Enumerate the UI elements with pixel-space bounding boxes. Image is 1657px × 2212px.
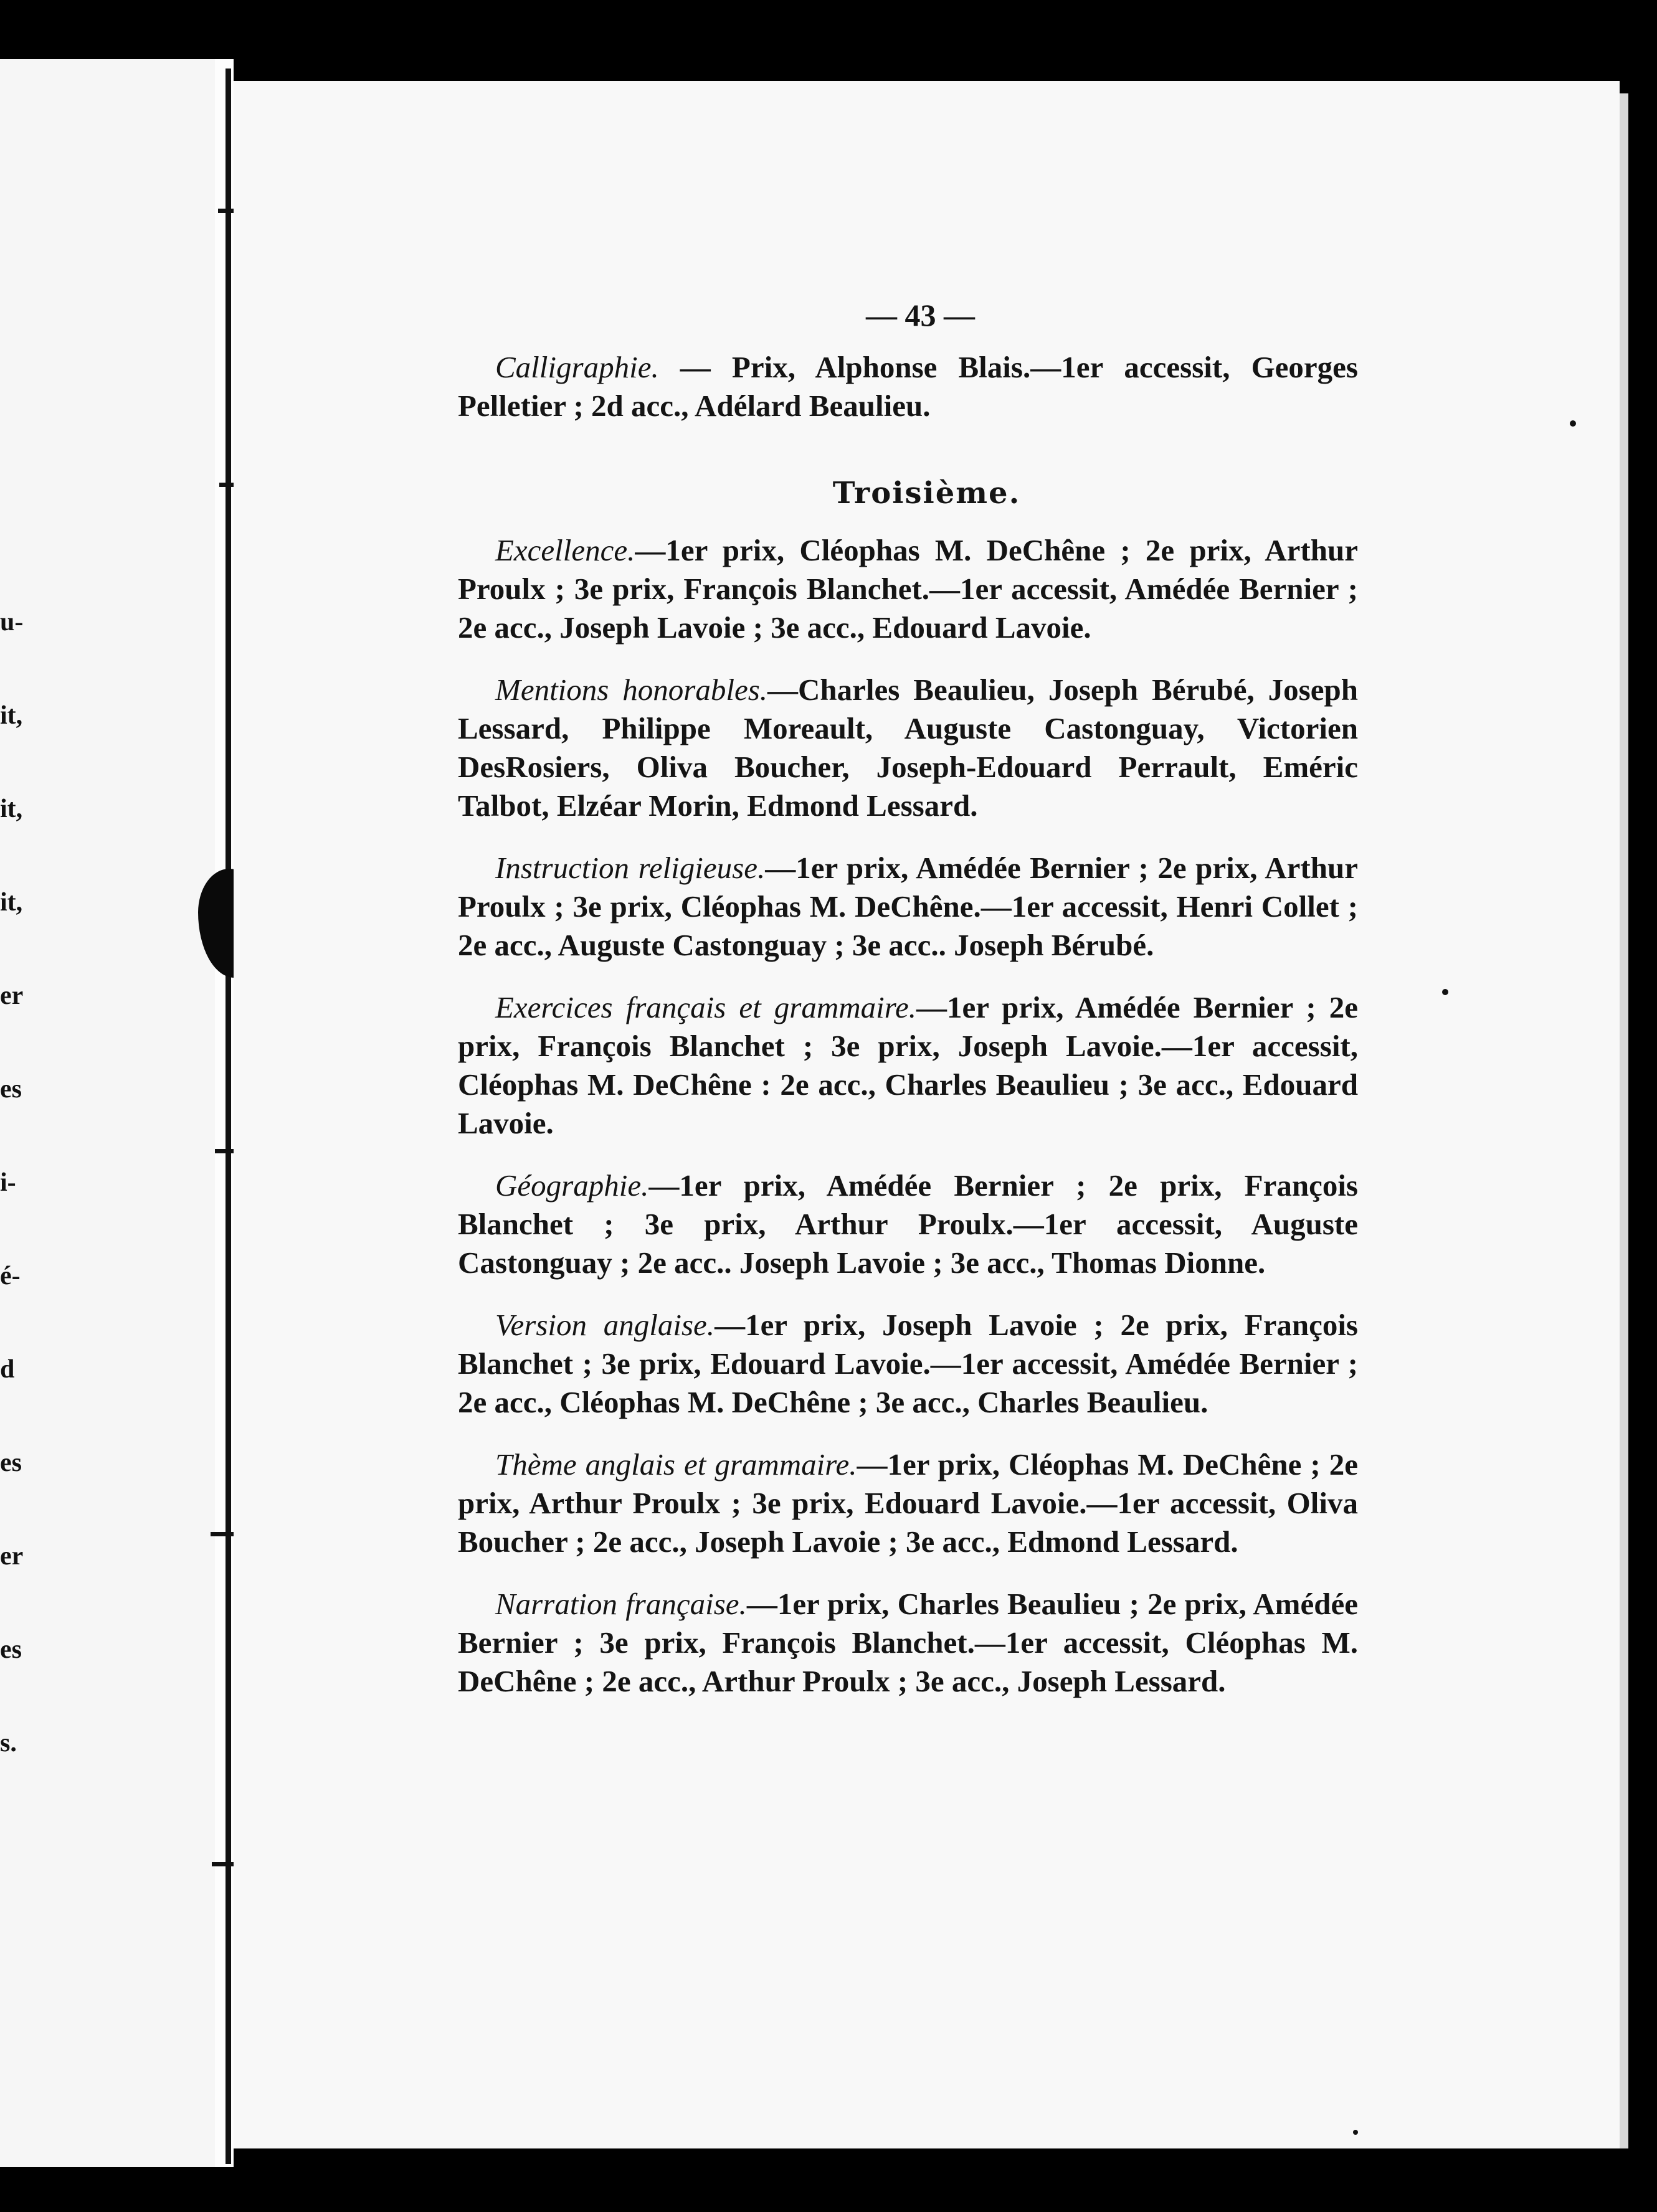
subject-label: Géographie. — [495, 1168, 649, 1203]
binding-stitch — [215, 1149, 234, 1153]
speck — [1353, 2130, 1358, 2135]
facing-page-line-end: it, — [0, 701, 23, 730]
page-number: — 43 — — [866, 298, 975, 333]
facing-page-line-end: it, — [0, 888, 23, 917]
subject-label: Thème anglais et grammaire. — [495, 1447, 857, 1482]
paragraph-text: —1er prix, Charles Beaulieu ; 2e prix, Amédée Bernier ; 3e prix, François Blanchet.—1er accessit, Cléophas M. DeChêne ; 2e acc., Arthur Proulx ; 3e acc., Joseph Lessard. — [458, 1587, 1358, 1698]
paragraph-text: —1er prix, Amédée Bernier ; 2e prix, Arthur Proulx ; 3e prix, Cléophas M. DeChêne.—1er accessit, Henri Collet ; 2e acc., Auguste Castonguay ; 3e acc.. Joseph Bérubé. — [458, 851, 1358, 962]
paragraph-text: —1er prix, Amédée Bernier ; 2e prix, François Blanchet ; 3e prix, Joseph Lavoie.—1er accessit, Cléophas M. DeChêne : 2e acc., Charles Beaulieu ; 3e acc., Edouard Lavoie. — [458, 990, 1358, 1140]
facing-page-line-end: er — [0, 1542, 24, 1571]
paragraph-text: —1er prix, Joseph Lavoie ; 2e prix, François Blanchet ; 3e prix, Edouard Lavoie.—1er accessit, Amédée Bernier ; 2e acc., Cléophas M. DeChêne ; 3e acc., Charles Beaulieu. — [458, 1308, 1358, 1419]
facing-page-fragment — [0, 59, 215, 2167]
facing-page-line-end: i- — [0, 1168, 16, 1197]
paragraph-text: —Charles Beaulieu, Joseph Bérubé, Joseph Lessard, Philippe Moreault, Auguste Castonguay, Victorien DesRosiers, Oliva Boucher, Joseph-Edouard Perrault, Eméric Talbot, Elzéar Morin, Edmond Lessard. — [458, 673, 1358, 823]
paragraph-narration — [458, 1585, 1358, 1701]
paragraph-instruction — [458, 849, 1358, 965]
paragraph-mentions — [458, 671, 1358, 825]
facing-page-line-end: es — [0, 1075, 22, 1104]
paragraph-theme — [458, 1445, 1358, 1561]
facing-page-line-end: es — [0, 1449, 22, 1477]
facing-page-line-end: s. — [0, 1729, 17, 1757]
subject-label: Excellence. — [495, 533, 635, 567]
paragraph-calligraphie — [458, 348, 1358, 425]
paragraph-geographie — [458, 1166, 1358, 1282]
paragraph-exercices — [458, 988, 1358, 1143]
page-edge-shadow — [1620, 93, 1628, 2148]
paragraph-text: —1er prix, Cléophas M. DeChêne ; 2e prix, Arthur Proulx ; 3e prix, Edouard Lavoie.—1er accessit, Oliva Boucher ; 2e acc., Joseph Lavoie ; 3e acc., Edmond Lessard. — [458, 1447, 1359, 1559]
facing-page-line-end: es — [0, 1635, 22, 1664]
speck — [1570, 420, 1576, 427]
facing-page-line-end: u- — [0, 608, 24, 636]
facing-page-line-end: é- — [0, 1262, 21, 1290]
paragraph-text: — Prix, Alphonse Blais.—1er accessit, Georges Pelletier ; 2d acc., Adélard Beaulieu. — [458, 350, 1358, 423]
paragraph-text: —1er prix, Cléophas M. DeChêne ; 2e prix, Arthur Proulx ; 3e prix, François Blanchet.—1er accessit, Amédée Bernier ; 2e acc., Joseph Lavoie ; 3e acc., Edouard Lavoie. — [458, 533, 1358, 645]
section-heading: Troisième. — [832, 476, 1021, 511]
subject-label: Mentions honorables. — [495, 673, 768, 707]
subject-label: Instruction religieuse. — [495, 851, 766, 885]
paragraph-text: —1er prix, Amédée Bernier ; 2e prix, François Blanchet ; 3e prix, Arthur Proulx.—1er accessit, Auguste Castonguay ; 2e acc.. Joseph Lavoie ; 3e acc., Thomas Dionne. — [458, 1168, 1358, 1280]
subject-label: Version anglaise. — [495, 1308, 715, 1342]
subject-label: Narration française. — [495, 1587, 747, 1621]
paragraph-version — [458, 1306, 1358, 1422]
subject-label: Exercices français et grammaire. — [495, 990, 916, 1024]
facing-page-line-end: it, — [0, 795, 23, 823]
facing-page-line-end: er — [0, 981, 24, 1010]
speck — [1442, 989, 1448, 995]
facing-page-line-end: d — [0, 1355, 15, 1384]
paragraph-excellence — [458, 531, 1358, 647]
page-content — [458, 296, 1358, 1724]
binding-spine — [226, 69, 231, 2164]
subject-label: Calligraphie. — [495, 350, 659, 384]
